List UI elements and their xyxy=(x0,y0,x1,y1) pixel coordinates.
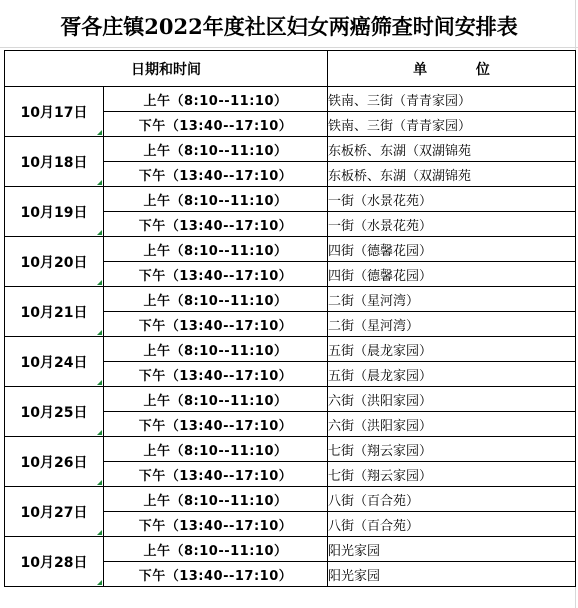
table-row xyxy=(5,487,576,512)
table-row xyxy=(5,137,576,162)
time-cell-morning[interactable]: 上午（8:10--11:10） xyxy=(104,137,328,162)
time-cell-morning[interactable]: 上午（8:10--11:10） xyxy=(104,487,328,512)
unit-cell[interactable]: 八街（百合苑） xyxy=(328,512,576,537)
unit-cell[interactable]: 东板桥、东湖（双湖锦苑 xyxy=(328,162,576,187)
date-cell[interactable] xyxy=(5,437,104,487)
unit-cell[interactable]: 阳光家园 xyxy=(328,562,576,587)
date-cell[interactable] xyxy=(5,87,104,137)
unit-cell[interactable]: 七街（翔云家园） xyxy=(328,437,576,462)
date-label: 10月20日 xyxy=(20,254,88,271)
green-triangle-indicator xyxy=(97,380,102,385)
time-cell-afternoon[interactable]: 下午（13:40--17:10） xyxy=(104,212,328,237)
date-label: 10月25日 xyxy=(20,404,88,421)
unit-cell[interactable]: 东板桥、东湖（双湖锦苑 xyxy=(328,137,576,162)
header-row xyxy=(5,51,576,87)
green-triangle-indicator xyxy=(97,180,102,185)
time-cell-morning[interactable]: 上午（8:10--11:10） xyxy=(104,237,328,262)
time-cell-morning[interactable]: 上午（8:10--11:10） xyxy=(104,187,328,212)
time-cell-afternoon[interactable]: 下午（13:40--17:10） xyxy=(104,412,328,437)
time-cell-morning[interactable]: 上午（8:10--11:10） xyxy=(104,537,328,562)
unit-cell[interactable]: 八街（百合苑） xyxy=(328,487,576,512)
green-triangle-indicator xyxy=(97,580,102,585)
time-cell-morning[interactable]: 上午（8:10--11:10） xyxy=(104,287,328,312)
green-triangle-indicator xyxy=(97,330,102,335)
table-row xyxy=(5,87,576,112)
date-cell[interactable] xyxy=(5,237,104,287)
unit-cell[interactable]: 五街（晨龙家园） xyxy=(328,337,576,362)
date-cell[interactable] xyxy=(5,487,104,537)
unit-cell[interactable]: 二街（星河湾） xyxy=(328,287,576,312)
date-label: 10月28日 xyxy=(20,554,88,571)
date-label: 10月26日 xyxy=(20,454,88,471)
time-cell-afternoon[interactable]: 下午（13:40--17:10） xyxy=(104,462,328,487)
table-row xyxy=(5,537,576,562)
unit-cell[interactable]: 一街（水景花苑） xyxy=(328,212,576,237)
date-label: 10月21日 xyxy=(20,304,88,321)
time-cell-afternoon[interactable]: 下午（13:40--17:10） xyxy=(104,512,328,537)
unit-cell[interactable]: 二街（星河湾） xyxy=(328,312,576,337)
time-cell-morning[interactable]: 上午（8:10--11:10） xyxy=(104,387,328,412)
table-row xyxy=(5,287,576,312)
unit-cell[interactable]: 一街（水景花苑） xyxy=(328,187,576,212)
time-cell-afternoon[interactable]: 下午（13:40--17:10） xyxy=(104,312,328,337)
unit-header: 单 位 xyxy=(328,51,576,87)
time-cell-morning[interactable]: 上午（8:10--11:10） xyxy=(104,337,328,362)
grid-line xyxy=(0,47,578,48)
table-row xyxy=(5,187,576,212)
unit-cell[interactable]: 铁南、三街（青青家园） xyxy=(328,112,576,137)
date-cell[interactable] xyxy=(5,387,104,437)
unit-cell[interactable]: 铁南、三街（青青家园） xyxy=(328,87,576,112)
schedule-table xyxy=(4,50,576,587)
date-label: 10月19日 xyxy=(20,204,88,221)
unit-cell[interactable]: 五街（晨龙家园） xyxy=(328,362,576,387)
unit-cell[interactable]: 四街（德馨花园） xyxy=(328,237,576,262)
table-row xyxy=(5,437,576,462)
unit-cell[interactable]: 六街（洪阳家园） xyxy=(328,387,576,412)
time-cell-afternoon[interactable]: 下午（13:40--17:10） xyxy=(104,262,328,287)
table-row xyxy=(5,337,576,362)
time-cell-afternoon[interactable]: 下午（13:40--17:10） xyxy=(104,562,328,587)
green-triangle-indicator xyxy=(97,230,102,235)
unit-cell[interactable]: 四街（德馨花园） xyxy=(328,262,576,287)
date-cell[interactable] xyxy=(5,337,104,387)
date-label: 10月17日 xyxy=(20,104,88,121)
green-triangle-indicator xyxy=(97,530,102,535)
date-time-header: 日期和时间 xyxy=(5,51,328,87)
time-cell-morning[interactable]: 上午（8:10--11:10） xyxy=(104,87,328,112)
date-cell[interactable] xyxy=(5,187,104,237)
time-cell-afternoon[interactable]: 下午（13:40--17:10） xyxy=(104,162,328,187)
table-row xyxy=(5,387,576,412)
time-cell-afternoon[interactable]: 下午（13:40--17:10） xyxy=(104,112,328,137)
date-label: 10月24日 xyxy=(20,354,88,371)
green-triangle-indicator xyxy=(97,480,102,485)
unit-cell[interactable]: 阳光家园 xyxy=(328,537,576,562)
date-cell[interactable] xyxy=(5,537,104,587)
date-cell[interactable] xyxy=(5,137,104,187)
document-title: 胥各庄镇2022年度社区妇女两癌筛查时间安排表 xyxy=(60,14,518,39)
green-triangle-indicator xyxy=(97,280,102,285)
green-triangle-indicator xyxy=(97,130,102,135)
date-label: 10月18日 xyxy=(20,154,88,171)
unit-cell[interactable]: 六街（洪阳家园） xyxy=(328,412,576,437)
unit-cell[interactable]: 七街（翔云家园） xyxy=(328,462,576,487)
green-triangle-indicator xyxy=(97,430,102,435)
date-cell[interactable] xyxy=(5,287,104,337)
time-cell-morning[interactable]: 上午（8:10--11:10） xyxy=(104,437,328,462)
date-label: 10月27日 xyxy=(20,504,88,521)
table-row xyxy=(5,237,576,262)
time-cell-afternoon[interactable]: 下午（13:40--17:10） xyxy=(104,362,328,387)
